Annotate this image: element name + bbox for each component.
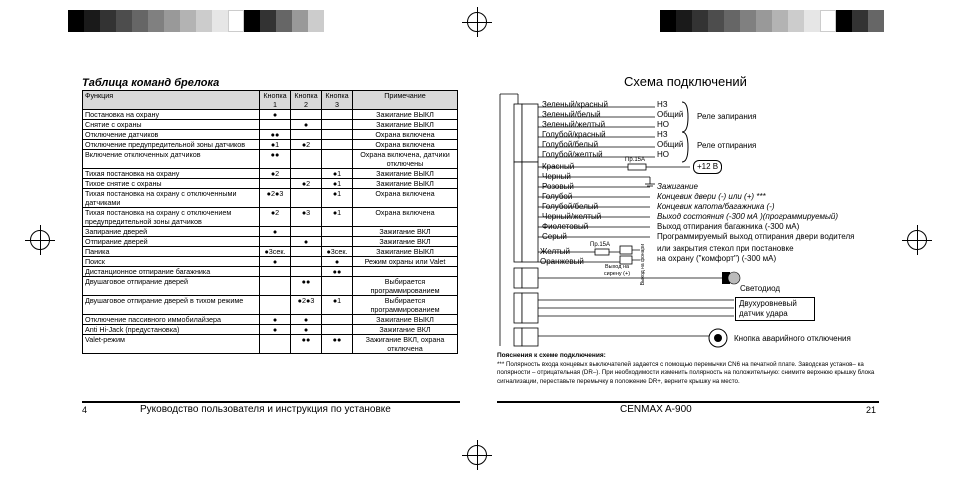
button3-cell: ●1 [322,296,353,315]
table-row [83,237,458,247]
function-cell: Запирание дверей [83,227,260,237]
relay-wire-terminal: НО [657,120,669,129]
registration-mark-top [467,12,487,32]
note-cell: Зажигание ВЫКЛ [353,120,458,130]
button3-cell [322,150,353,169]
button3-cell [322,130,353,140]
col-button-3: Кнопка 3 [322,91,353,110]
relay-wire-color: Зеленый/красный [542,100,609,109]
note-cell [353,267,458,277]
battery-label: +12 В [693,160,722,174]
main-wire-color: Черный [542,172,571,181]
table-row [83,335,458,354]
button3-cell [322,325,353,335]
relay-unlock-label: Реле отпирания [697,141,757,150]
button2-cell [291,247,322,257]
registration-mark-bottom [467,445,487,465]
button3-cell: ●● [322,335,353,354]
button2-cell: ● [291,325,322,335]
main-wire-description: Выход состояния (-300 мА )(программируемый) [657,212,839,221]
main-wire-color: Розовый [542,182,574,191]
note-cell: Охрана включена, датчики отключены [353,150,458,169]
diagram-title: Схема подключений [624,74,747,89]
button2-cell [291,227,322,237]
main-wire-color: Серый [542,232,567,241]
relay-wire-color: Голубой/желтый [542,150,603,159]
page-number-left: 4 [82,405,88,415]
function-cell: Тихая постановка на охрану с отключением предупредительной зоны датчиков [83,208,260,227]
gray-desc-line-2: или закрытия стекол при постановке [657,244,794,253]
main-wire-description: Концевик капота/багажника (-) [657,202,775,211]
note-cell: Выбирается программированием [353,296,458,315]
table-row [83,296,458,315]
function-cell: Тихое снятие с охраны [83,179,260,189]
color-bar-left [68,10,324,32]
col-button-1: Кнопка 1 [260,91,291,110]
button1-cell [260,267,291,277]
button1-cell: ●● [260,130,291,140]
relay-wire-terminal: НО [657,150,669,159]
table-row [83,227,458,237]
siren-output-label: Выход на сирену (+) [603,264,631,277]
light-output-label: Выход на фонари [640,244,646,286]
siren-wire-yellow: Желтый [540,247,571,256]
registration-mark-left [30,230,50,250]
table-row [83,120,458,130]
button1-cell [260,277,291,296]
button3-cell [322,140,353,150]
function-cell: Паника [83,247,260,257]
button1-cell: ● [260,315,291,325]
button2-cell [291,130,322,140]
table-row [83,247,458,257]
table-header [83,91,458,110]
function-cell: Постановка на охрану [83,110,260,120]
note-cell: Зажигание ВЫКЛ [353,110,458,120]
button2-cell: ● [291,237,322,247]
button3-cell: ●1 [322,169,353,179]
table-row [83,179,458,189]
col-note: Примечание [353,91,458,110]
button3-cell: ●● [322,267,353,277]
button1-cell [260,335,291,354]
model-name: CENMAX A-900 [620,404,692,415]
button3-cell: ●3сек. [322,247,353,257]
led-label: Светодиод [740,284,781,293]
button3-cell [322,120,353,130]
button1-cell: ● [260,257,291,267]
function-cell: Поиск [83,257,260,267]
notes-title: Пояснения к схеме подключения: [497,352,606,359]
note-cell: Зажигание ВЫКЛ [353,179,458,189]
footer-rule-left [82,401,460,403]
button2-cell: ●2●3 [291,296,322,315]
note-cell: Зажигание ВКЛ [353,227,458,237]
note-cell: Зажигание ВКЛ [353,325,458,335]
button2-cell [291,110,322,120]
gray-desc-line-3: на охрану ("комфорт") (-300 мА) [657,254,777,263]
button3-cell: ●1 [322,189,353,208]
function-cell: Тихая постановка на охрану с отключенными датчиками [83,189,260,208]
main-wire-description: Выход отпирания багажника (-300 мА) [657,222,800,231]
main-wire-color: Голубой/белый [542,202,599,211]
notes-text: *** Полярность входа концевых выключателей задается с помощью перемычки CN6 на печатной плате. Заводская установ– ка полярности – отрицательная (DR–). При необходимости изменить полярность на положительную: снимите верхнюю крышку блока сигнализации, переставьте перемычку в положение DR+, верните крышку на место. [497,361,875,385]
button1-cell: ●2 [260,208,291,227]
table-row [83,130,458,140]
note-cell: Зажигание ВКЛ [353,237,458,247]
function-cell: Отключение предупредительной зоны датчиков [83,140,260,150]
note-cell: Охрана включена [353,208,458,227]
table-row [83,150,458,169]
button2-cell: ●3 [291,208,322,227]
main-wire-description: Концевик двери (-) или (+) *** [657,192,766,201]
function-cell: Отключение пассивного иммобилайзера [83,315,260,325]
fuse-label: Пр.15А [625,157,645,163]
button1-cell [260,120,291,130]
note-cell: Выбирается программированием [353,277,458,296]
button2-cell [291,257,322,267]
table-row [83,277,458,296]
button2-cell: ●2 [291,140,322,150]
relay-lock-label: Реле запирания [697,112,757,121]
main-wire-color: Фиолетовый [542,222,589,231]
button2-cell: ●● [291,277,322,296]
function-cell: Двушаговое отпирание дверей [83,277,260,296]
relay-wire-terminal: Общий [657,140,684,149]
note-cell: Зажигание ВКЛ, охрана отключена [353,335,458,354]
table-row [83,267,458,277]
button1-cell: ● [260,227,291,237]
main-wire-description: Программируемый выход отпирания двери водителя [657,232,855,241]
note-cell: Охрана включена [353,189,458,208]
main-wire-color: Красный [542,162,575,171]
button3-cell [322,315,353,325]
page-number-right: 21 [866,405,877,415]
color-bar-right [660,10,884,32]
button1-cell [260,179,291,189]
siren-fuse-label: Пр.15А [590,242,610,248]
main-wire-color: Черный/желтый [542,212,602,221]
function-cell: Дистанционное отпирание багажника [83,267,260,277]
relay-wire-terminal: Общий [657,110,684,119]
function-cell: Отпирание дверей [83,237,260,247]
table-row [83,110,458,120]
note-cell: Охрана включена [353,130,458,140]
emergency-button-label: Кнопка аварийного отключения [734,334,851,343]
shock-sensor-box: Двухуровневый датчик удара [735,297,815,321]
relay-wire-color: Голубой/белый [542,140,599,149]
function-cell: Отключение датчиков [83,130,260,140]
button3-cell: ● [322,257,353,267]
col-button-2: Кнопка 2 [291,91,322,110]
footer-rule-right [497,401,879,403]
button1-cell: ● [260,325,291,335]
button1-cell: ●3сек. [260,247,291,257]
registration-mark-right [907,230,927,250]
relay-wire-color: Зеленый/белый [542,110,601,119]
button2-cell: ● [291,120,322,130]
button1-cell: ● [260,110,291,120]
button3-cell [322,237,353,247]
button1-cell: ●● [260,150,291,169]
button2-cell: ● [291,315,322,325]
note-cell: Зажигание ВЫКЛ [353,247,458,257]
function-cell: Тихая постановка на охрану [83,169,260,179]
table-row [83,140,458,150]
note-cell: Зажигание ВЫКЛ [353,315,458,325]
button3-cell [322,277,353,296]
relay-wire-terminal: НЗ [657,130,668,139]
note-cell: Режим охраны или Valet [353,257,458,267]
button2-cell [291,169,322,179]
table-row [83,208,458,227]
button2-cell [291,150,322,169]
function-cell: Valet-режим [83,335,260,354]
function-cell: Снятие с охраны [83,120,260,130]
table-row [83,315,458,325]
relay-wire-color: Голубой/красный [542,130,606,139]
command-table [82,90,458,354]
table-row [83,325,458,335]
button1-cell: ●1 [260,140,291,150]
table-row [83,189,458,208]
table-title: Таблица команд брелока [82,77,220,89]
footer-title: Руководство пользователя и инструкция по установке [140,404,391,415]
button2-cell [291,189,322,208]
main-wire-description: Зажигание [657,182,698,191]
table-row [83,257,458,267]
col-function: Функция [83,91,260,110]
function-cell: Anti Hi-Jack (предустановка) [83,325,260,335]
button3-cell [322,110,353,120]
relay-wire-terminal: НЗ [657,100,668,109]
function-cell: Двушаговое отпирание дверей в тихом режиме [83,296,260,315]
button2-cell: ●2 [291,179,322,189]
function-cell: Включение отключенных датчиков [83,150,260,169]
note-cell: Зажигание ВЫКЛ [353,169,458,179]
button2-cell [291,267,322,277]
button2-cell: ●● [291,335,322,354]
table-row [83,169,458,179]
relay-wire-color: Зеленый/желтый [542,120,606,129]
main-wire-color: Голубой [542,192,573,201]
siren-wire-orange: Оранжевый [540,257,584,266]
button3-cell: ●1 [322,208,353,227]
button1-cell: ●2●3 [260,189,291,208]
button3-cell: ●1 [322,179,353,189]
button1-cell [260,237,291,247]
note-cell: Охрана включена [353,140,458,150]
button1-cell [260,296,291,315]
button1-cell: ●2 [260,169,291,179]
button3-cell [322,227,353,237]
